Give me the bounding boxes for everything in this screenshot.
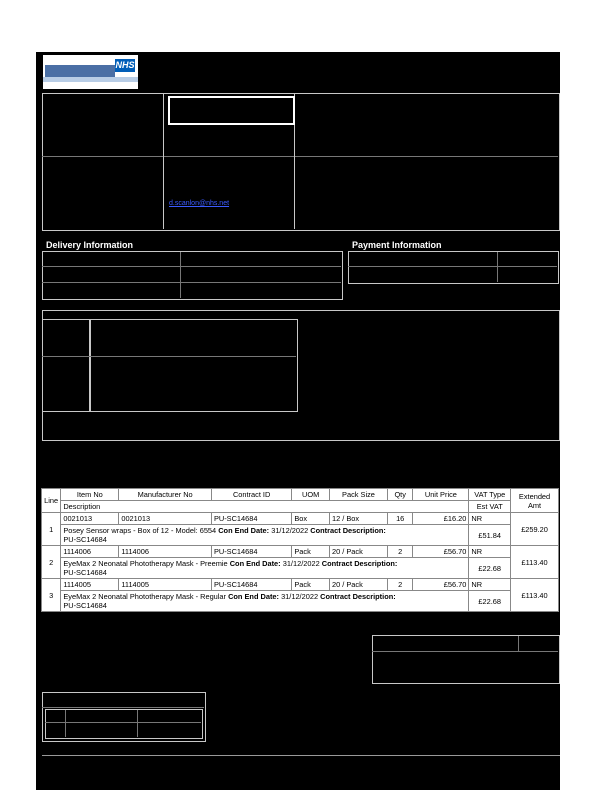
item-description [61, 591, 469, 612]
con-end-date: 31/12/2022 [281, 592, 319, 601]
pack-size: 20 / Pack [329, 579, 387, 591]
item-description [61, 525, 469, 546]
line-number: 2 [42, 546, 61, 579]
col-manufacturer-no: Manufacturer No [119, 489, 212, 501]
approvals-divider-2 [45, 722, 201, 723]
contract-desc: PU-SC14684 [63, 568, 107, 577]
col-description: Description [61, 501, 469, 513]
con-end-label: Con End Date: [228, 592, 279, 601]
est-vat: £22.68 [469, 558, 511, 579]
line-number: 3 [42, 579, 61, 612]
unit-price: £56.70 [413, 546, 469, 558]
col-pack-size: Pack Size [329, 489, 387, 501]
qty: 2 [387, 579, 412, 591]
table-row-description [42, 558, 559, 579]
payment-info-table [348, 251, 559, 284]
col-uom: UOM [292, 489, 330, 501]
header-info-grid [42, 93, 560, 231]
contract-desc-label: Contract Description: [321, 559, 398, 568]
con-end-label: Con End Date: [229, 559, 281, 568]
payment-info-title: Payment Information [352, 240, 442, 250]
approvals-col-1 [65, 710, 66, 737]
contract-desc: PU-SC14684 [63, 601, 107, 610]
pack-size: 12 / Box [329, 513, 387, 525]
table-row-description [42, 525, 559, 546]
item-no: 1114005 [61, 579, 119, 591]
col-item-no: Item No [61, 489, 119, 501]
extended-amt: £259.20 [511, 513, 559, 546]
delivery-info-title: Delivery Information [46, 240, 134, 250]
qty: 16 [387, 513, 412, 525]
unit-price: £56.70 [413, 579, 469, 591]
vat-type: NR [469, 513, 511, 525]
contract-id: PU-SC14684 [211, 513, 291, 525]
notes-divider [42, 356, 296, 357]
totals-box [372, 635, 560, 684]
contract-desc-label: Contract Description: [320, 592, 396, 601]
table-row [42, 513, 559, 525]
logo-strip [43, 77, 138, 82]
line-number: 1 [42, 513, 61, 546]
payment-row-1 [348, 266, 557, 267]
order-number-box [168, 96, 295, 125]
email-link[interactable]: d.scanlon@nhs.net [169, 200, 230, 207]
approvals-col-2 [137, 710, 138, 737]
extended-amt: £113.40 [511, 579, 559, 612]
footer-rule [42, 755, 560, 756]
description-text: EyeMax 2 Neonatal Phototherapy Mask - Preemie [63, 559, 228, 568]
extended-amt: £113.40 [511, 546, 559, 579]
manufacturer-no: 1114005 [119, 579, 212, 591]
uom: Pack [292, 579, 330, 591]
manufacturer-no: 0021013 [119, 513, 212, 525]
nhs-logo-mark: NHS [115, 60, 135, 70]
delivery-col-divider [180, 252, 181, 298]
uom: Box [292, 513, 330, 525]
col-vat-type: VAT Type [469, 489, 511, 501]
manufacturer-no: 1114006 [119, 546, 212, 558]
table-row-description [42, 591, 559, 612]
col-qty: Qty [387, 489, 412, 501]
item-description [61, 558, 469, 579]
approvals-divider-1 [42, 707, 204, 708]
header-row-2 [42, 501, 559, 513]
col-line: Line [42, 489, 61, 513]
qty: 2 [387, 546, 412, 558]
payment-col-divider [497, 252, 498, 282]
contract-id: PU-SC14684 [211, 546, 291, 558]
vat-type: NR [469, 546, 511, 558]
delivery-info-table [42, 251, 343, 300]
col-contract-id: Contract ID [211, 489, 291, 501]
logo-bar [45, 65, 115, 77]
est-vat: £51.84 [469, 525, 511, 546]
con-end-label: Con End Date: [218, 526, 270, 535]
item-no: 1114006 [61, 546, 119, 558]
col-unit-price: Unit Price [413, 489, 469, 501]
uom: Pack [292, 546, 330, 558]
contract-id: PU-SC14684 [211, 579, 291, 591]
notes-label-box [42, 319, 91, 412]
pack-size: 20 / Pack [329, 546, 387, 558]
nhs-logo [43, 55, 138, 89]
delivery-row-1 [42, 266, 341, 267]
delivery-row-2 [42, 282, 341, 283]
col-extended-amt: Extended Amt [511, 489, 559, 513]
est-vat: £22.68 [469, 591, 511, 612]
contract-desc-label: Contract Description: [310, 526, 386, 535]
header-row-1 [42, 489, 559, 501]
con-end-date: 31/12/2022 [282, 559, 320, 568]
vat-type: NR [469, 579, 511, 591]
col-est-vat: Est VAT [469, 501, 511, 513]
contract-desc: PU-SC14684 [63, 535, 107, 544]
table-row [42, 579, 559, 591]
con-end-date: 31/12/2022 [271, 526, 309, 535]
notes-value-box [89, 319, 298, 412]
grid-vline-1 [163, 94, 164, 229]
line-items-table [41, 488, 559, 612]
description-text: EyeMax 2 Neonatal Phototherapy Mask - Regular [63, 592, 227, 601]
grid-divider [42, 156, 558, 157]
item-no: 0021013 [61, 513, 119, 525]
table-row [42, 546, 559, 558]
unit-price: £16.20 [413, 513, 469, 525]
totals-divider [372, 651, 558, 652]
approvals-inner-table [45, 709, 203, 739]
totals-col-divider [518, 636, 519, 651]
description-text: Posey Sensor wraps - Box of 12 - Model: 6554 [63, 526, 217, 535]
